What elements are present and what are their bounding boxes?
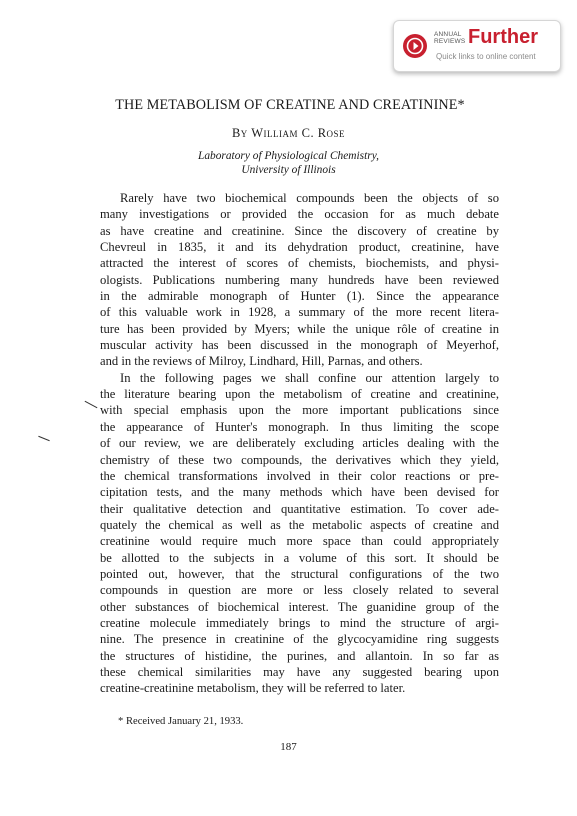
affiliation-line-1: Laboratory of Physiological Chemistry, [198,150,379,162]
body-line: creatine-creatinine metabolism, they will be referred to later. [100,681,406,696]
body-line: Chevreul in 1835, it and its dehydration product, creatinine, have [100,240,499,255]
body-line: ologists. Publications numbering many hundreds have been reviewed [100,272,499,287]
body-line: creatine molecule immediately brings to mind the structure of argi- [100,615,499,630]
body-line: chemistry of these two compounds, the derivatives which they yield, [100,452,499,467]
badge-annual-line1: ANNUAL [434,31,462,38]
body-line: the structures of histidine, the purines, and allantoin. In so far as [100,648,499,663]
body-line: these chemical similarities may have any suggested bearing upon [100,664,499,679]
further-badge[interactable] [393,20,561,72]
body-line: other substances of biochemical interest. The guanidine group of the [100,599,499,614]
margin-mark [38,436,50,441]
body-line: In the following pages we shall confine our attention largely to [120,370,499,385]
body-line: their qualitative detection and quantitative estimation. To cover ade- [100,501,499,516]
body-line: compounds in question are more or less closely related to several [100,583,499,598]
body-line: attracted the interest of scores of chemists, biochemists, and physi- [100,256,499,271]
body-line: as have creatine and creatinine. Since the discovery of creatine by [100,223,499,238]
body-line: creatinine would require much more space than could appropriately [100,534,499,549]
body-line: quately the chemical as well as the metabolic aspects of creatine and [100,517,499,532]
footnote: * Received January 21, 1933. [118,716,244,727]
body-line: pointed out, however, that the structural configurations of the two [100,566,499,581]
badge-annual-line2: REVIEWS [434,38,466,45]
body-line: and in the reviews of Milroy, Lindhard, Hill, Parnas, and others. [100,354,423,369]
annual-reviews-logo [434,31,465,45]
body-line: the literature bearing upon the metabolism of creatine and creatinine, [100,387,499,402]
play-icon [403,34,427,58]
body-line: cipitation tests, and the many methods which have been devised for [100,485,499,500]
margin-mark [85,401,98,408]
body-line: nine. The presence in creatinine of the glycocyamidine ring suggests [100,632,499,647]
body-line: of our review, we are deliberately excluding articles dealing with the [100,436,499,451]
body-line: the appearance of Hunter's monograph. In thus limiting the scope [100,419,499,434]
page-number: 187 [280,741,297,753]
badge-subtitle: Quick links to online content [436,52,536,61]
body-line: be allotted to the subjects in a volume of this sort. It should be [100,550,499,565]
body-line: the chemical transformations involved in their color reactions or pre- [100,468,499,483]
article-title: THE METABOLISM OF CREATINE AND CREATININE* [115,97,465,113]
body-line: Rarely have two biochemical compounds been the objects of so [120,191,499,205]
article-body [100,190,499,697]
article-author: By William C. Rose [231,126,346,140]
body-line: many investigations or provided the occasion for as much debate [100,207,499,222]
body-line: in the admirable monograph of Hunter (1). Since the appearance [100,289,499,304]
body-line: muscular activity has been discussed in the monograph of Meyerhof, [100,338,499,353]
badge-further-label: Further [468,26,538,48]
affiliation-line-2: University of Illinois [241,164,336,176]
body-line: of this valuable work in 1928, a summary of the more recent litera- [100,305,499,320]
body-line: ture has been provided by Myers; while the unique rôle of creatine in [100,321,499,336]
body-line: with special emphasis upon the more important publications since [100,403,499,418]
